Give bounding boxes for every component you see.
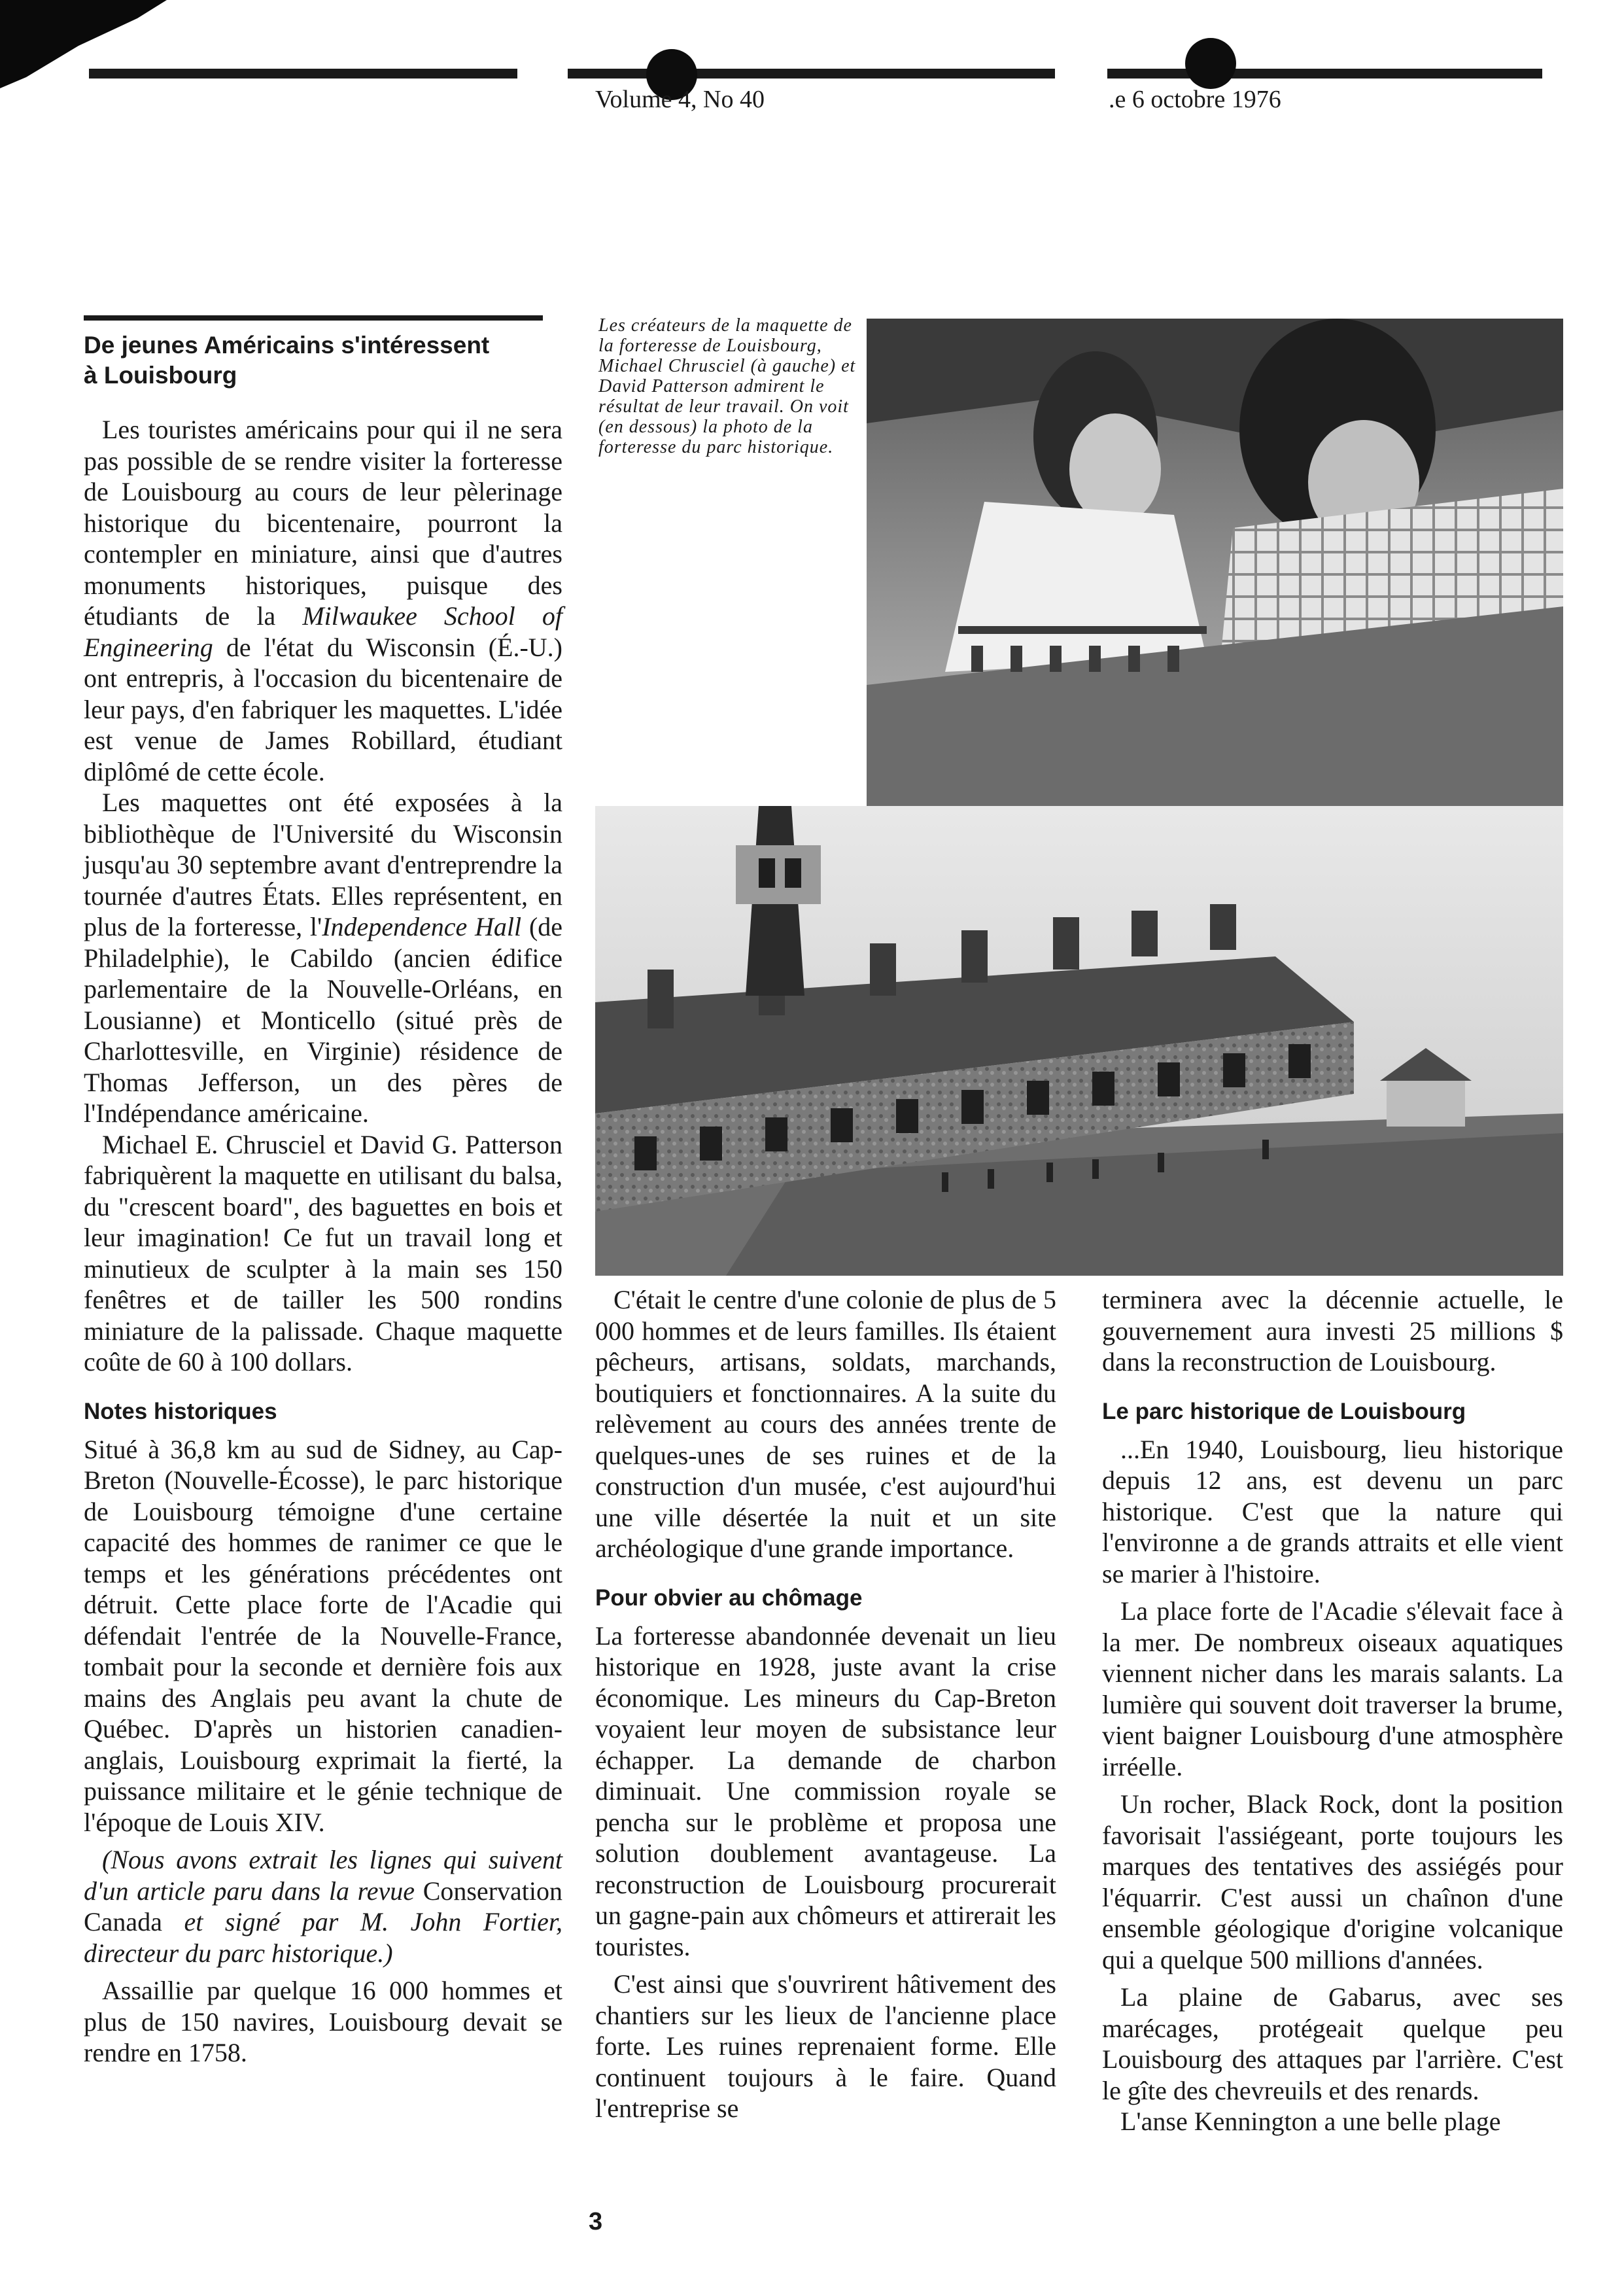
- paragraph: C'est ainsi que s'ouvrirent hâtivement des chantiers sur les lieux de l'ancienne place forte. Les ruines reprenaient forme. Elle continuent toujours à le faire. Quand l'entreprise se: [595, 1969, 1056, 2123]
- paragraph: Les maquettes ont été exposées à la bibliothèque de l'Université du Wisconsin jusqu'au 30 septembre avant d'entreprendre la tournée d'autres États. Elles représentent, en plus de la forteresse, l'Independence Hall (de Philadelphie), le Cabildo (ancien édifice parlementaire de la Nouvelle-Orléans, en Lousianne) et Monticello (situé près de Charlottesville, en Virginie) résidence de Thomas Jefferson, un des pères de l'Indépendance américaine.: [84, 788, 563, 1128]
- subheading-notes-historiques: Notes historiques: [84, 1398, 277, 1424]
- photo-caption: Les créateurs de la maquette de la forteresse de Louisbourg, Michael Chrusciel (à gauche) et David Patterson admirent le résultat de leur travail. On voit (en dessous) la photo de la forteresse du parc historique.: [598, 315, 856, 457]
- paragraph: Michael E. Chrusciel et David G. Patterson fabriquèrent la maquette en utilisant du balsa, du "crescent board", des baguettes en bois et leur imagination! Ce fut un travail long et minutieux de sculpter à la main ses 150 fenêtres et de tailler les 500 rondins miniature de la palissade. Chaque maquette coûte de 60 à 100 dollars.: [84, 1129, 562, 1376]
- paragraph: La forteresse abandonnée devenait un lieu historique en 1928, juste avant la crise économique. Les mineurs du Cap-Breton voyaient leur moyen de subsistance leur échapper. La demande de charbon diminuait. Une commission royale se pencha sur le problème et proposa une solution doublement avantageuse. La reconstruction de Louisbourg procurerait un gagne-pain aux chômeurs et attirerait les touristes.: [595, 1620, 1056, 1961]
- paragraph: ...En 1940, Louisbourg, lieu historique depuis 12 ans, est devenu un parc historique. C'est que la nature qui l'environne a de grands attraits et elle vient se marier à l'histoire.: [1102, 1434, 1563, 1588]
- volume-number: Volume 4, No 40: [595, 86, 765, 113]
- photo-model-makers: [867, 319, 1563, 806]
- subheading-pour-obvier-au-chomage: Pour obvier au chômage: [595, 1584, 863, 1611]
- punch-hole: [1185, 38, 1236, 89]
- paragraph: C'était le centre d'une colonie de plus de 5 000 hommes et de leurs familles. Ils étaient pêcheurs, artisans, soldats, marchands, boutiquiers et fonctionnaires. A la suite du relèvement au cours des années trente de quelques-unes de ses ruines et de la construction d'un musée, c'est aujourd'hui une ville désertée la nuit et un site archéologique d'une grande importance.: [595, 1285, 1056, 1563]
- paragraph: La place forte de l'Acadie s'élevait face à la mer. De nombreux oiseaux aquatiques viennent nicher dans les marais salants. La lumière qui souvent doit traverser la brume, vient baigner Louisbourg d'une atmosphère irréelle.: [1102, 1596, 1563, 1781]
- paragraph: Assaillie par quelque 16 000 hommes et plus de 150 navires, Louisbourg devait se rendre en 1758.: [84, 1976, 562, 2067]
- photo-fortress-louisbourg: [595, 806, 1563, 1276]
- column-3: [1102, 1284, 1563, 2137]
- paragraph: Un rocher, Black Rock, dont la position favorisait l'assiégeant, porte toujours les marques des tentatives des assiégés pour l'équarrir. C'est aussi un chaînon d'une ensemble géologique d'origine volcanique qui a quelque 500 millions d'années.: [1102, 1789, 1563, 1974]
- photo-fortress-image: [595, 806, 1563, 1276]
- paragraph: terminera avec la décennie actuelle, le gouvernement aura investi 25 millions $ dans la reconstruction de Louisbourg.: [1102, 1285, 1563, 1376]
- paragraph: L'anse Kennington a une belle plage: [1120, 2107, 1501, 2136]
- article-headline: De jeunes Américains s'intéressent à Louisbourg: [84, 332, 490, 389]
- header-rule-left: [89, 69, 517, 79]
- paragraph: La plaine de Gabarus, avec ses marécages, protégeait quelque peu Louisbourg des attaques par l'arrière. C'est le gîte des chevreuils et des renards.: [1102, 1982, 1563, 2105]
- paragraph: Situé à 36,8 km au sud de Sidney, au Cap-Breton (Nouvelle-Écosse), le parc historique de Louisbourg témoigne d'une certaine capacité des hommes de ranimer ce que le temps et les générations précédentes ont détruit. Cette place forte de l'Acadie qui défendait l'entrée de la Nouvelle-France, tombait pour la seconde et dernière fois aux mains des Anglais peu avant la chute de Québec. D'après un historien canadien-anglais, Louisbourg exprimait la fierté, la puissance militaire et le génie technique de l'époque de Louis XIV.: [84, 1434, 562, 1837]
- column-2: [595, 1284, 1056, 2124]
- editor-note: (Nous avons extrait les lignes qui suivent d'un article paru dans la revue Conservation Canada et signé par M. John Fortier, directeur du parc historique.): [84, 1845, 562, 1968]
- paragraph: Les touristes américains pour qui il ne sera pas possible de se rendre visiter la forteresse de Louisbourg au cours de leur pèlerinage historique du bicentenaire, pourront la contempler en miniature, ainsi que d'autres monuments historiques, puisque des étudiants de la Milwaukee School of Engineering de l'état du Wisconsin (É.-U.) ont entrepris, à l'occasion du bicentenaire de leur pays, d'en fabriquer les maquettes. L'idée est venue de James Robillard, étudiant diplômé de cette école.: [84, 415, 563, 786]
- page-number: 3: [589, 2208, 603, 2235]
- article-top-rule: [84, 315, 543, 321]
- header-rule-middle: [568, 69, 1055, 79]
- header-rule-right: [1107, 69, 1542, 79]
- issue-date: .e 6 octobre 1976: [1109, 86, 1281, 113]
- photo-model-makers-image: [867, 319, 1563, 806]
- column-1: [84, 330, 562, 2069]
- subheading-parc-historique: Le parc historique de Louisbourg: [1102, 1398, 1466, 1424]
